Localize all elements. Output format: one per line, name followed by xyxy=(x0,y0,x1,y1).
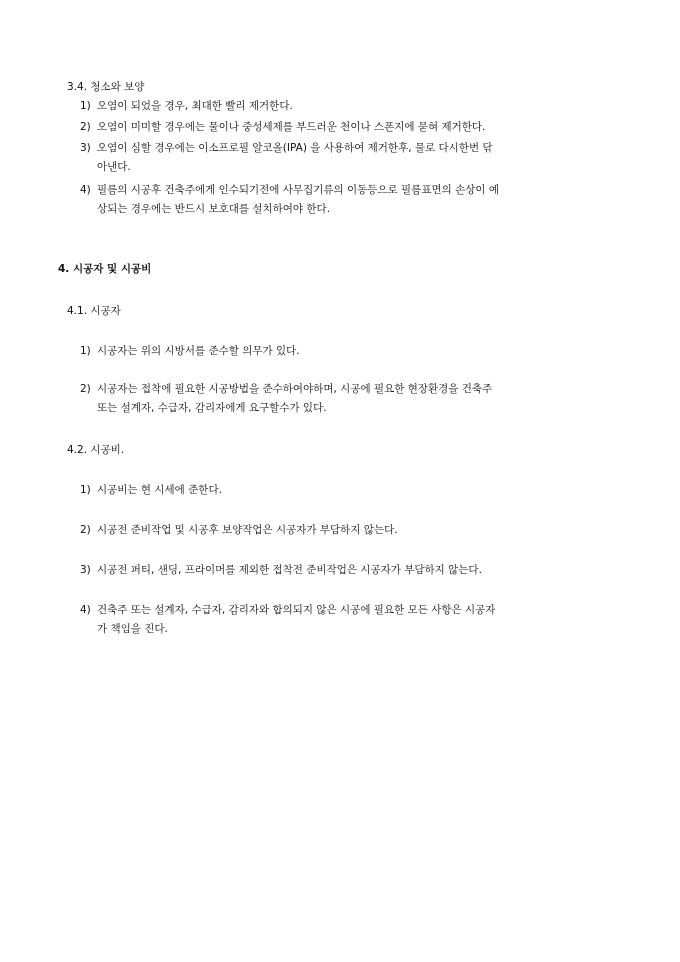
list-number: 1) xyxy=(80,345,91,357)
section-3-4-heading: 3.4. 청소와 보양 xyxy=(67,81,145,93)
list-number: 3) xyxy=(80,564,91,576)
list-text: 시공전 퍼티, 샌딩, 프라이머를 제외한 접착전 준비작업은 시공자가 부담하지 않는다. xyxy=(97,564,482,576)
list-text: 오염이 심할 경우에는 이소프로필 알코올(IPA) 을 사용하여 제거한후, 물로 다시한번 닦 xyxy=(97,142,493,154)
list-text: 시공자는 위의 시방서를 준수할 의무가 있다. xyxy=(97,345,300,357)
list-text: 시공비는 현 시세에 준한다. xyxy=(97,484,222,496)
list-text: 시공자는 접착에 필요한 시공방법을 준수하여야하며, 시공에 필요한 현장환경을 건축주 xyxy=(97,383,493,395)
list-text: 건축주 또는 설계자, 수급자, 감리자와 합의되지 않은 시공에 필요한 모든 사항은 시공자 xyxy=(97,604,496,616)
list-text-continuation: 가 책임을 진다. xyxy=(97,623,168,635)
list-number: 2) xyxy=(80,383,91,395)
list-item xyxy=(80,342,631,361)
list-item xyxy=(80,561,631,580)
list-text: 오염이 미미할 경우에는 물이나 중성세제를 부드러운 천이나 스폰지에 묻혀 제거한다. xyxy=(97,121,486,133)
list-item xyxy=(80,181,631,219)
list-item xyxy=(80,118,631,137)
list-item xyxy=(80,521,631,540)
list-text: 시공전 준비작업 및 시공후 보양작업은 시공자가 부담하지 않는다. xyxy=(97,524,398,536)
list-text-continuation: 아낸다. xyxy=(97,161,131,173)
list-number: 4) xyxy=(80,604,91,616)
list-number: 1) xyxy=(80,100,91,112)
list-number: 4) xyxy=(80,184,91,196)
section-4-2-heading: 4.2. 시공비. xyxy=(67,444,125,456)
list-item xyxy=(80,97,631,116)
list-number: 3) xyxy=(80,142,91,154)
list-text-continuation: 또는 설계자, 수급자, 감리자에게 요구할수가 있다. xyxy=(97,402,327,414)
list-item xyxy=(80,601,631,639)
list-number: 2) xyxy=(80,524,91,536)
list-text: 필름의 시공후 건축주에게 인수되기전에 사무집기류의 이동등으로 필름표면의 손상이 예 xyxy=(97,184,499,196)
section-4-heading: 4. 시공자 및 시공비 xyxy=(58,263,152,275)
list-text: 오염이 되었을 경우, 최대한 빨리 제거한다. xyxy=(97,100,293,112)
list-number: 1) xyxy=(80,484,91,496)
list-item xyxy=(80,481,631,500)
list-item xyxy=(80,139,631,177)
list-text-continuation: 상되는 경우에는 반드시 보호대를 설치하여야 한다. xyxy=(97,203,331,215)
list-number: 2) xyxy=(80,121,91,133)
section-4-1-heading: 4.1. 시공자 xyxy=(67,305,121,317)
list-item xyxy=(80,380,631,418)
